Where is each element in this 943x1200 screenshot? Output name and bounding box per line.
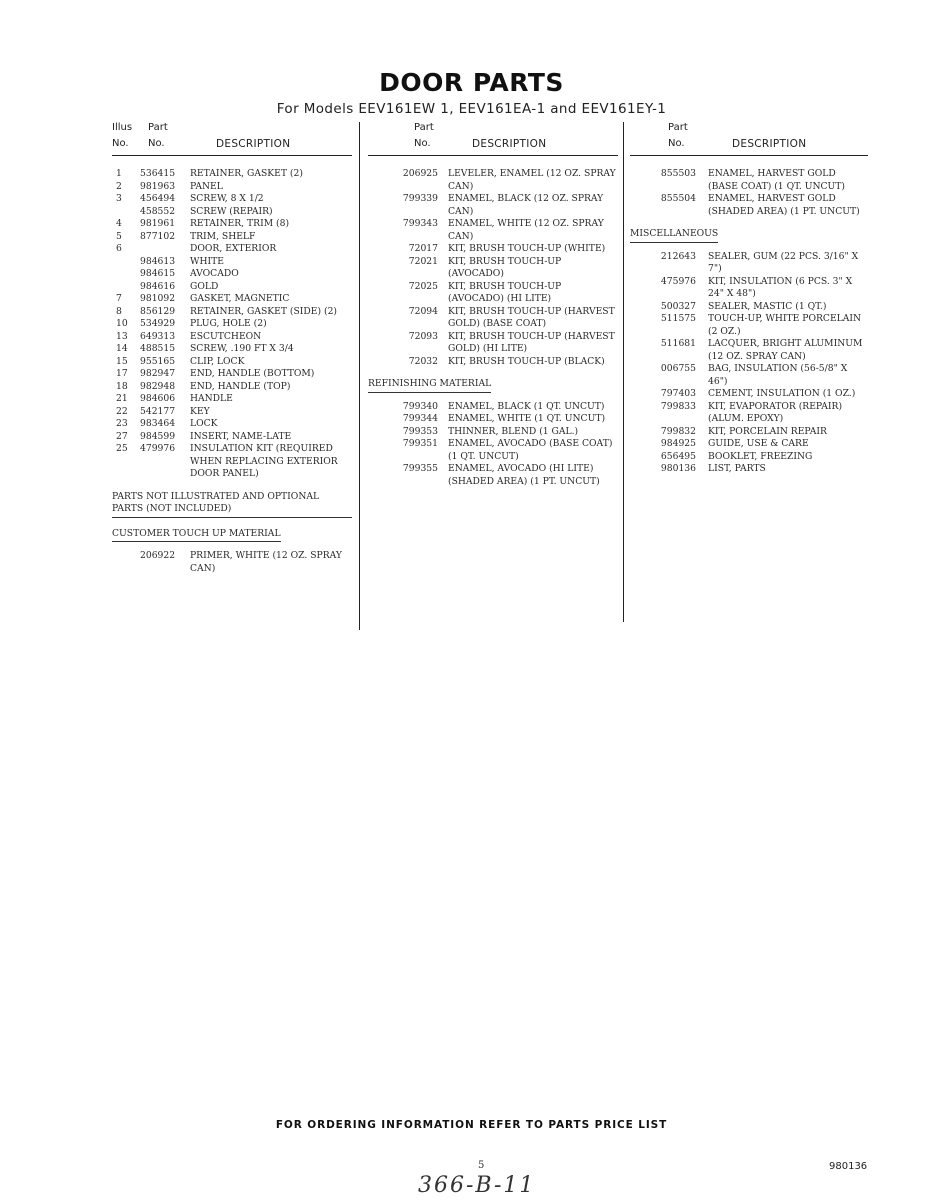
part-description: RETAINER, GASKET (2) [190, 168, 303, 179]
part-row [630, 168, 868, 193]
column-divider [359, 122, 360, 630]
parts-column-1 [112, 118, 352, 575]
part-row [112, 193, 352, 206]
parts-column-3 [630, 118, 868, 476]
part-row [112, 218, 352, 231]
part-description: GUIDE, USE & CARE [708, 438, 809, 449]
illus-number: 1 [116, 168, 122, 179]
part-row [368, 413, 618, 426]
part-description: SCREW, .190 FT X 3/4 [190, 343, 294, 354]
part-number: 799351 [402, 438, 438, 449]
parts-list [368, 168, 618, 488]
page-number: 5 [478, 1160, 485, 1171]
part-row [112, 306, 352, 319]
part-description: GASKET, MAGNETIC [190, 293, 290, 304]
ordering-info-footer: FOR ORDERING INFORMATION REFER TO PARTS PRICE LIST [275, 1119, 668, 1131]
section-heading: PARTS NOT ILLUSTRATED AND OPTIONAL PARTS (NOT INCLUDED) [112, 491, 352, 518]
part-description: DOOR, EXTERIOR [190, 243, 277, 254]
part-description: SCREW (REPAIR) [190, 205, 273, 217]
part-row [112, 550, 352, 575]
illus-number: 22 [116, 405, 128, 417]
parts-list [112, 168, 352, 575]
part-row [368, 281, 618, 306]
part-row [112, 331, 352, 344]
illus-number: 23 [116, 418, 128, 429]
part-description: PRIMER, WHITE (12 OZ. SPRAY CAN) [190, 550, 342, 574]
header-rule [630, 155, 868, 156]
part-number: 955165 [140, 355, 176, 367]
column-header [630, 118, 868, 156]
part-row [630, 451, 868, 464]
part-number: 72017 [408, 243, 438, 254]
part-no-header: No. [414, 138, 431, 149]
part-number: 511681 [660, 338, 696, 349]
part-description: END, HANDLE (TOP) [190, 380, 291, 392]
illus-number: 18 [116, 380, 128, 392]
part-row [368, 356, 618, 369]
part-number: 458552 [140, 205, 176, 217]
part-description: KIT, BRUSH TOUCH-UP (WHITE) [448, 243, 606, 254]
part-description: KEY [190, 405, 210, 417]
part-row [368, 193, 618, 218]
part-row [112, 393, 352, 406]
part-row [368, 426, 618, 439]
part-number: 984925 [660, 438, 696, 449]
part-description: ENAMEL, HARVEST GOLD (BASE COAT) (1 QT. UNCUT) [708, 168, 845, 192]
part-number: 649313 [140, 330, 176, 342]
part-row [630, 401, 868, 426]
page-title: DOOR PARTS [379, 68, 564, 97]
part-row [112, 368, 352, 381]
part-number: 855504 [660, 193, 696, 204]
illus-number: 4 [116, 218, 122, 229]
illus-header: Illus [112, 122, 133, 133]
part-row [630, 193, 868, 218]
column-header [368, 118, 618, 156]
part-description: ESCUTCHEON [190, 330, 262, 342]
part-number: 206922 [140, 550, 176, 561]
part-number: 799355 [402, 463, 438, 474]
part-row [112, 418, 352, 431]
part-description: ENAMEL, AVOCADO (BASE COAT) (1 QT. UNCUT) [448, 438, 613, 462]
part-number: 981963 [140, 180, 176, 192]
part-description: LEVELER, ENAMEL (12 OZ. SPRAY CAN) [448, 168, 616, 192]
part-row [112, 181, 352, 194]
illus-number: 27 [116, 430, 128, 442]
part-number: 542177 [140, 405, 176, 417]
part-row [368, 256, 618, 281]
part-row [630, 463, 868, 476]
part-description: AVOCADO [190, 268, 239, 279]
part-number: 479976 [140, 443, 176, 454]
part-description: KIT, BRUSH TOUCH-UP (AVOCADO) (HI LITE) [448, 280, 562, 304]
part-description: KIT, PORCELAIN REPAIR [708, 425, 827, 437]
part-description: LIST, PARTS [708, 463, 766, 474]
description-header: DESCRIPTION [472, 138, 547, 150]
part-description: BOOKLET, FREEZING [708, 450, 813, 462]
illus-number: 10 [116, 318, 128, 329]
part-description: INSERT, NAME-LATE [190, 430, 292, 442]
part-row [630, 301, 868, 314]
part-description: KIT, INSULATION (6 PCS. 3" X 24" X 48") [708, 275, 853, 299]
illus-number: 21 [116, 393, 128, 404]
part-description: PANEL [190, 180, 223, 192]
part-number: 536415 [140, 168, 176, 179]
part-number: 856129 [140, 305, 176, 317]
part-number: 511575 [660, 313, 696, 324]
part-row [630, 276, 868, 301]
illus-number: 14 [116, 343, 128, 354]
part-row [630, 426, 868, 439]
part-row [368, 438, 618, 463]
part-row [112, 318, 352, 331]
section-heading: CUSTOMER TOUCH UP MATERIAL [112, 528, 281, 543]
part-row [368, 168, 618, 193]
illus-number: 2 [116, 180, 122, 192]
part-number: 500327 [660, 300, 696, 312]
header-rule [112, 155, 352, 156]
section-heading-wrap [112, 528, 352, 543]
part-header: Part [148, 122, 168, 133]
part-number: 72093 [408, 330, 438, 342]
part-description: INSULATION KIT (REQUIRED WHEN REPLACING EXTERIOR DOOR PANEL) [190, 443, 338, 479]
part-number: 981092 [140, 293, 176, 304]
part-row [112, 293, 352, 306]
part-description: ENAMEL, BLACK (12 OZ. SPRAY CAN) [448, 193, 604, 217]
part-number: 72032 [408, 355, 438, 367]
column-divider [623, 122, 624, 622]
part-number: 488515 [140, 343, 176, 354]
page-subtitle: For Models EEV161EW 1, EEV161EA-1 and EEV161EY-1 [276, 101, 667, 117]
part-number: 877102 [140, 230, 176, 242]
part-header: Part [414, 122, 434, 133]
section-heading: REFINISHING MATERIAL [368, 378, 491, 393]
part-row [368, 306, 618, 331]
part-description: SEALER, GUM (22 PCS. 3/16" X 7") [708, 250, 859, 274]
part-number: 797403 [660, 388, 696, 399]
part-description: SCREW, 8 X 1/2 [190, 193, 264, 204]
part-description: PLUG, HOLE (2) [190, 318, 267, 329]
part-number: 799339 [402, 193, 438, 204]
part-row [368, 401, 618, 414]
illus-number: 3 [116, 193, 122, 204]
part-description: KIT, BRUSH TOUCH-UP (AVOCADO) [448, 255, 562, 279]
illus-number: 6 [116, 243, 122, 254]
part-no-header: No. [668, 138, 685, 149]
part-number: 984613 [140, 255, 176, 267]
part-number: 982948 [140, 380, 176, 392]
part-no-header: No. [148, 138, 165, 149]
part-number: 984599 [140, 430, 176, 442]
part-number: 799343 [402, 218, 438, 229]
part-row [112, 431, 352, 444]
part-number: 799340 [402, 400, 438, 412]
part-number: 984615 [140, 268, 176, 279]
part-number: 534929 [140, 318, 176, 329]
column-header [112, 118, 352, 156]
part-row [630, 388, 868, 401]
part-row [368, 243, 618, 256]
part-number: 799344 [402, 413, 438, 424]
part-description: LOCK [190, 418, 218, 429]
part-row [630, 438, 868, 451]
part-description: TOUCH-UP, WHITE PORCELAIN (2 OZ.) [708, 313, 862, 337]
section-heading-wrap [112, 491, 352, 518]
part-row [112, 406, 352, 419]
part-description: TRIM, SHELF [190, 230, 256, 242]
part-row [112, 168, 352, 181]
part-number: 982947 [140, 368, 176, 379]
part-description: KIT, BRUSH TOUCH-UP (BLACK) [448, 355, 605, 367]
part-description: THINNER, BLEND (1 GAL.) [448, 425, 579, 437]
part-description: GOLD [190, 280, 219, 292]
parts-list [630, 168, 868, 476]
description-header: DESCRIPTION [732, 138, 807, 150]
part-number: 456494 [140, 193, 176, 204]
illus-number: 15 [116, 355, 128, 367]
part-header: Part [668, 122, 688, 133]
part-number: 72094 [408, 305, 438, 317]
section-heading-wrap [630, 228, 868, 243]
part-description: BAG, INSULATION (56-5/8" X 46") [708, 363, 848, 387]
part-row [112, 268, 352, 281]
part-row [368, 463, 618, 488]
part-description: WHITE [190, 255, 224, 267]
part-row [112, 343, 352, 356]
part-number: 475976 [660, 275, 696, 287]
part-row [112, 281, 352, 294]
handwritten-note: 366-B-11 [418, 1173, 536, 1198]
part-description: KIT, BRUSH TOUCH-UP (HARVEST GOLD) (HI LITE) [448, 330, 615, 354]
part-number: 72021 [408, 255, 438, 267]
part-number: 72025 [408, 280, 438, 292]
description-header: DESCRIPTION [216, 138, 291, 150]
header-rule [368, 155, 618, 156]
part-number: 981961 [140, 218, 176, 229]
part-number: 799833 [660, 400, 696, 412]
illus-number: 5 [116, 230, 122, 242]
illus-no-header: No. [112, 138, 129, 149]
illus-number: 8 [116, 305, 122, 317]
part-row [112, 381, 352, 394]
part-number: 855503 [660, 168, 696, 179]
part-description: ENAMEL, HARVEST GOLD (SHADED AREA) (1 PT. UNCUT) [708, 193, 860, 217]
part-row [112, 243, 352, 256]
part-number: 006755 [660, 363, 696, 374]
part-number: 980136 [660, 463, 696, 474]
part-description: CEMENT, INSULATION (1 OZ.) [708, 388, 856, 399]
part-row [368, 331, 618, 356]
section-heading-wrap [368, 378, 618, 393]
part-description: RETAINER, GASKET (SIDE) (2) [190, 305, 338, 317]
part-description: END, HANDLE (BOTTOM) [190, 368, 315, 379]
part-description: HANDLE [190, 393, 233, 404]
part-row [112, 256, 352, 269]
illus-number: 7 [116, 293, 122, 304]
part-row [368, 218, 618, 243]
illus-number: 25 [116, 443, 128, 454]
part-description: SEALER, MASTIC (1 QT.) [708, 300, 827, 312]
part-row [630, 338, 868, 363]
part-number: 984616 [140, 280, 176, 292]
part-row [112, 231, 352, 244]
section-heading: MISCELLANEOUS [630, 228, 718, 243]
part-description: ENAMEL, WHITE (12 OZ. SPRAY CAN) [448, 218, 604, 242]
part-description: KIT, EVAPORATOR (REPAIR) (ALUM. EPOXY) [708, 400, 843, 424]
part-row [630, 251, 868, 276]
document-number: 980136 [829, 1161, 868, 1172]
part-number: 984606 [140, 393, 176, 404]
part-description: ENAMEL, AVOCADO (HI LITE) (SHADED AREA) (1 PT. UNCUT) [448, 463, 600, 487]
part-description: CLIP, LOCK [190, 355, 245, 367]
part-number: 206925 [402, 168, 438, 179]
part-row [630, 313, 868, 338]
illus-number: 13 [116, 330, 128, 342]
part-number: 983464 [140, 418, 176, 429]
part-number: 656495 [660, 450, 696, 462]
part-row [112, 443, 352, 481]
part-description: RETAINER, TRIM (8) [190, 218, 290, 229]
part-row [630, 363, 868, 388]
part-number: 799353 [402, 425, 438, 437]
part-description: KIT, BRUSH TOUCH-UP (HARVEST GOLD) (BASE COAT) [448, 305, 615, 329]
parts-column-2 [368, 118, 618, 488]
part-row [112, 206, 352, 219]
part-row [112, 356, 352, 369]
part-number: 212643 [660, 250, 696, 262]
part-description: LACQUER, BRIGHT ALUMINUM (12 OZ. SPRAY CAN) [708, 338, 863, 362]
part-description: ENAMEL, BLACK (1 QT. UNCUT) [448, 400, 605, 412]
part-description: ENAMEL, WHITE (1 QT. UNCUT) [448, 413, 606, 424]
part-number: 799832 [660, 425, 696, 437]
illus-number: 17 [116, 368, 128, 379]
